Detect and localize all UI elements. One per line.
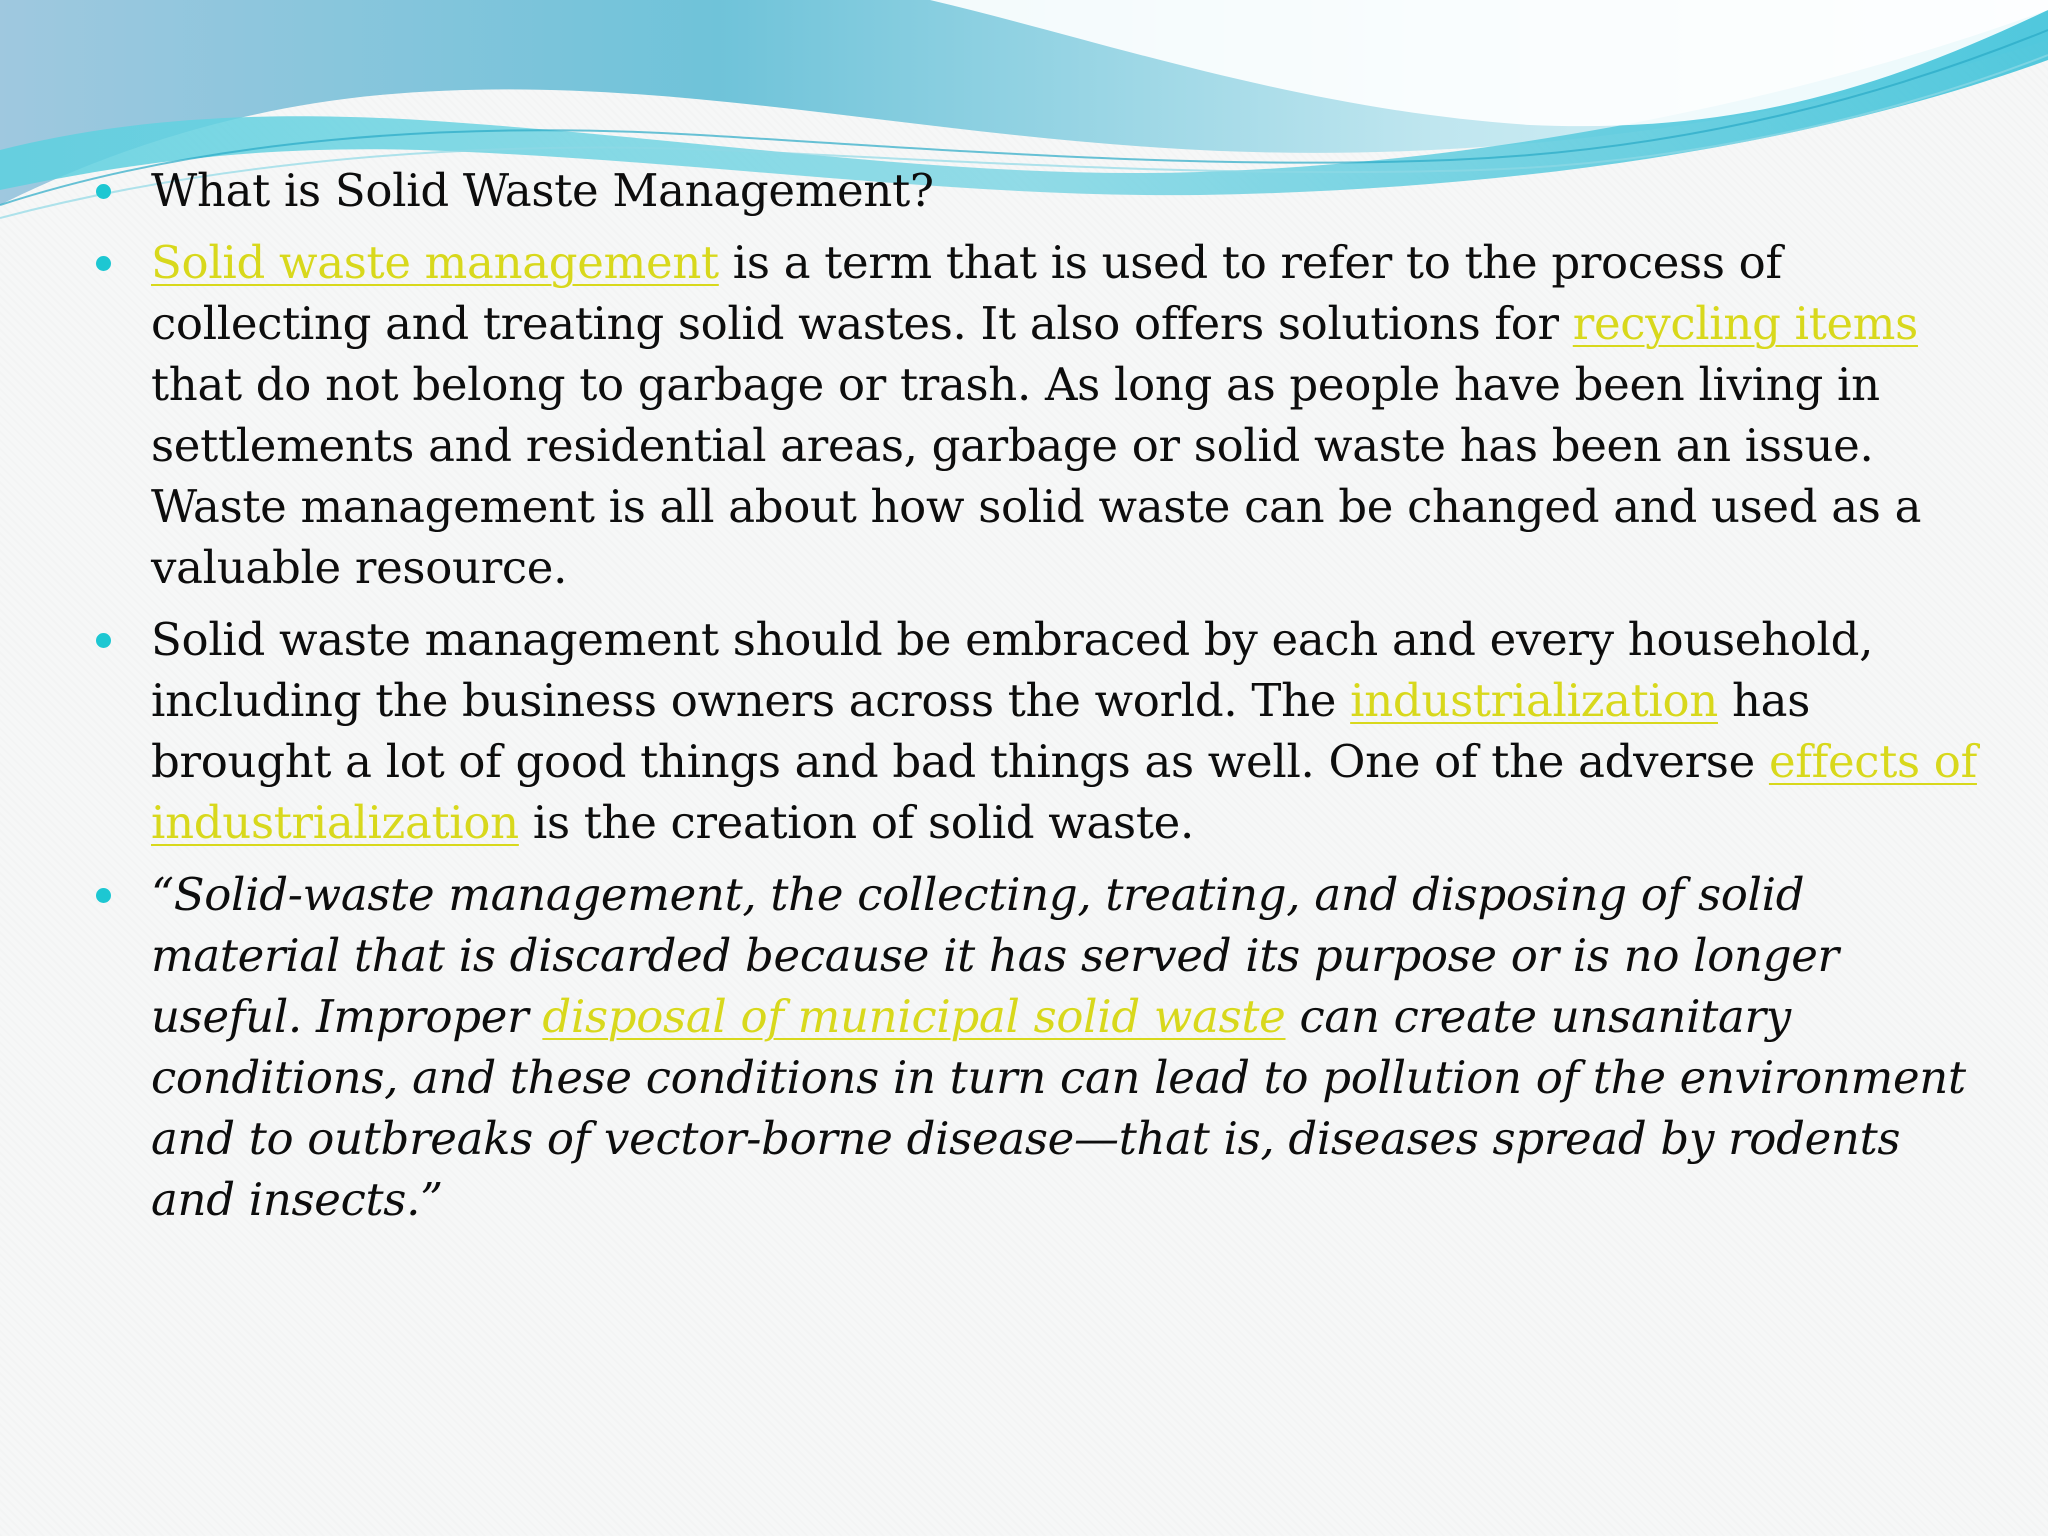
bullet-dot-icon: [96, 633, 111, 648]
recycling-items-link[interactable]: recycling items: [1572, 297, 1918, 350]
bullet-text: is the creation of solid waste.: [518, 796, 1194, 849]
bullet-text: What is Solid Waste Management?: [151, 164, 934, 217]
bullet-text: has brought a lot of good things and bad things as well. One of the adverse: [151, 674, 1810, 788]
bullet-dot-icon: [96, 256, 111, 271]
solid-waste-management-link[interactable]: Solid waste management: [151, 236, 719, 289]
bullet-item-households: [96, 609, 1996, 853]
bullet-text: that do not belong to garbage or trash. As long as people have been living in settlements and residential areas, garbage or solid waste has been an issue. Waste management is all about how solid waste can be changed and used as a valuable resource.: [151, 358, 1922, 594]
bullet-item-definition: [96, 232, 1996, 598]
bullet-item-title: [96, 160, 1996, 221]
bullet-dot-icon: [96, 184, 111, 199]
bullet-item-quote: [96, 864, 1996, 1230]
bullet-text: is a term that is used to refer to the process of collecting and treating solid wastes. It also offers solutions for: [151, 236, 1782, 350]
bullet-dot-icon: [96, 888, 111, 903]
slide-content: [96, 160, 1996, 1241]
bullet-text: can create unsanitary conditions, and these conditions in turn can lead to pollution of the environment and to outbreaks of vector-borne disease—that is, diseases spread by rodents and insects.”: [151, 990, 1966, 1226]
bullet-text: “Solid-waste management, the collecting, treating, and disposing of solid material that is discarded because it has served its purpose or is no longer useful. Improper: [151, 868, 1839, 1043]
bullet-text: Solid waste management should be embraced by each and every household, including the business owners across the world. The: [151, 613, 1874, 727]
disposal-of-municipal-solid-waste-link[interactable]: disposal of municipal solid waste: [542, 990, 1286, 1043]
industrialization-link[interactable]: industrialization: [1350, 674, 1718, 727]
effects-of-industrialization-link[interactable]: effects of industrialization: [151, 735, 1977, 849]
